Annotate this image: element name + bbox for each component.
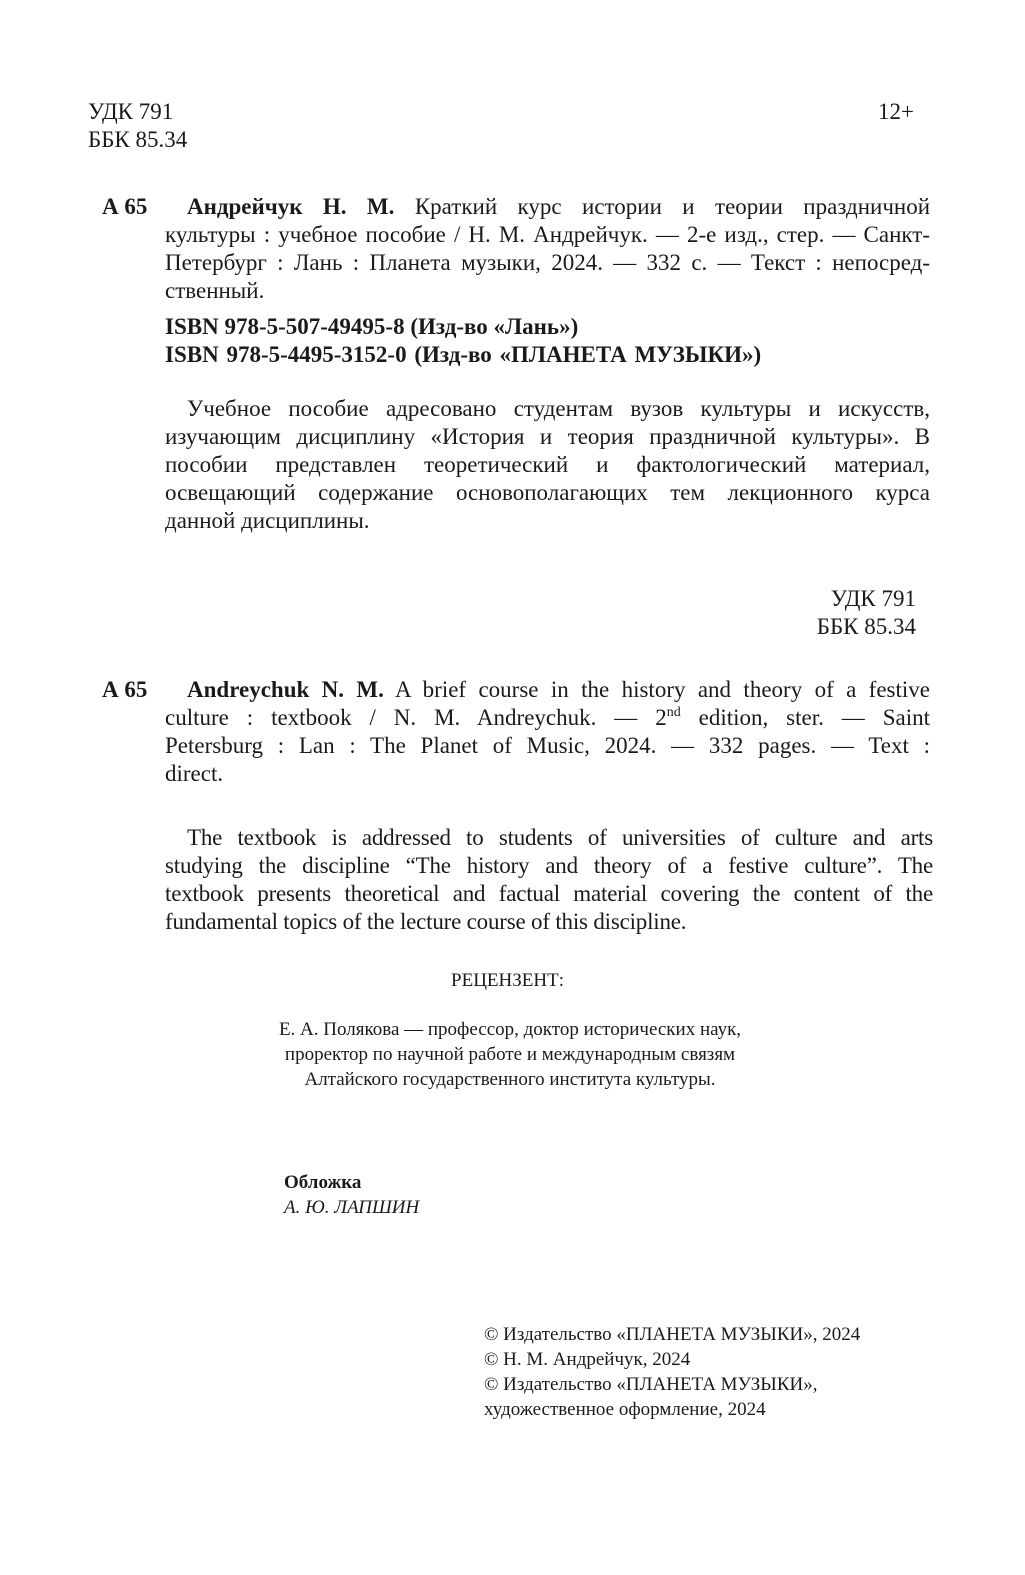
en-abstract-line-2: studying the discipline “The history and theory of a festive culture”. The — [165, 853, 933, 878]
ru-entry-code: А 65 — [102, 194, 148, 219]
ru-author: Андрейчук Н. М. — [187, 194, 395, 219]
en-abstract-line-1: The textbook is addressed to students of universities of culture and arts — [187, 825, 933, 850]
reviewer-line-1: Е. А. Полякова — профессор, доктор исторических наук, — [278, 1019, 742, 1040]
isbn-planeta: ISBN 978-5-4495-3152-0 (Изд-во «ПЛАНЕТА МУЗЫКИ») — [165, 342, 762, 367]
copyright-line-1: © Издательство «ПЛАНЕТА МУЗЫКИ», 2024 — [484, 1324, 861, 1345]
en-entry-line-1 — [165, 676, 930, 704]
ru-abstract-line-3: пособии представлен теоретический и фактологический материал, — [165, 452, 930, 477]
reviewer-heading: РЕЦЕНЗЕНТ: — [451, 970, 564, 991]
cover-label: Обложка — [284, 1172, 362, 1193]
classification-udk: УДК 791 — [830, 586, 916, 611]
reviewer-block — [200, 1017, 820, 1092]
en-title: A brief course in the history and theory of a festive — [394, 677, 930, 702]
ru-abstract-line-1: Учебное пособие адресовано студентам вузов культуры и искусств, — [187, 396, 930, 421]
ru-entry-line-4: ственный. — [165, 278, 265, 303]
ru-title: Краткий курс истории и теории праздничной — [414, 194, 931, 219]
age-rating: 12+ — [878, 99, 914, 124]
header-udk: УДК 791 — [88, 99, 174, 124]
copyright-line-4: художественное оформление, 2024 — [484, 1399, 766, 1420]
header-bbk: ББК 85.34 — [88, 127, 188, 152]
en-author: Andreychuk N. M. — [187, 677, 384, 702]
ru-entry-line-1 — [165, 193, 930, 221]
ru-abstract — [165, 395, 930, 535]
en-abstract — [165, 824, 933, 936]
copyright-line-2: © Н. М. Андрейчук, 2024 — [484, 1349, 691, 1370]
classification-right — [700, 585, 916, 641]
en-entry-line-3: Petersburg : Lan : The Planet of Music, 2024. — 332 pages. — Text : — [165, 733, 930, 758]
ru-abstract-line-2: изучающим дисциплину «История и теория праздничной культуры». В — [165, 424, 930, 449]
en-entry — [165, 676, 930, 788]
cover-artist: А. Ю. ЛАПШИН — [284, 1197, 420, 1218]
cover-credit — [284, 1170, 584, 1220]
copyright-line-3: © Издательство «ПЛАНЕТА МУЗЫКИ», — [484, 1374, 818, 1395]
header-classification — [88, 98, 288, 154]
ru-entry — [165, 193, 930, 305]
reviewer-line-2: проректор по научной работе и международным связям — [284, 1044, 736, 1065]
ru-entry-line-2: культуры : учебное пособие / Н. М. Андрейчук. — 2-е изд., стер. — Санкт- — [165, 222, 930, 247]
ru-abstract-line-4: освещающий содержание основополагающих тем лекционного курса — [165, 480, 930, 505]
en-entry-line-4: direct. — [165, 761, 224, 786]
en-entry-line-2-a: culture : textbook / N. M. Andreychuk. — 2 — [165, 705, 667, 730]
reviewer-line-3: Алтайского государственного института культуры. — [304, 1069, 716, 1090]
ru-abstract-line-5: данной дисциплины. — [165, 508, 370, 533]
isbn-block — [165, 313, 945, 369]
en-entry-code: А 65 — [102, 677, 148, 702]
en-entry-line-2-b: edition, ster. — Saint — [680, 705, 930, 730]
en-entry-line-2 — [165, 704, 930, 732]
classification-bbk: ББК 85.34 — [816, 614, 916, 639]
en-abstract-line-3: textbook presents theoretical and factual material covering the content of the — [165, 881, 933, 906]
isbn-lan: ISBN 978-5-507-49495-8 (Изд-во «Лань») — [165, 314, 579, 339]
ordinal-suffix: nd — [666, 705, 681, 720]
copyright-block — [484, 1322, 944, 1422]
ru-entry-line-3: Петербург : Лань : Планета музыки, 2024. — 332 с. — Текст : непосред- — [165, 250, 930, 275]
en-abstract-line-4: fundamental topics of the lecture course of this discipline. — [165, 909, 687, 934]
